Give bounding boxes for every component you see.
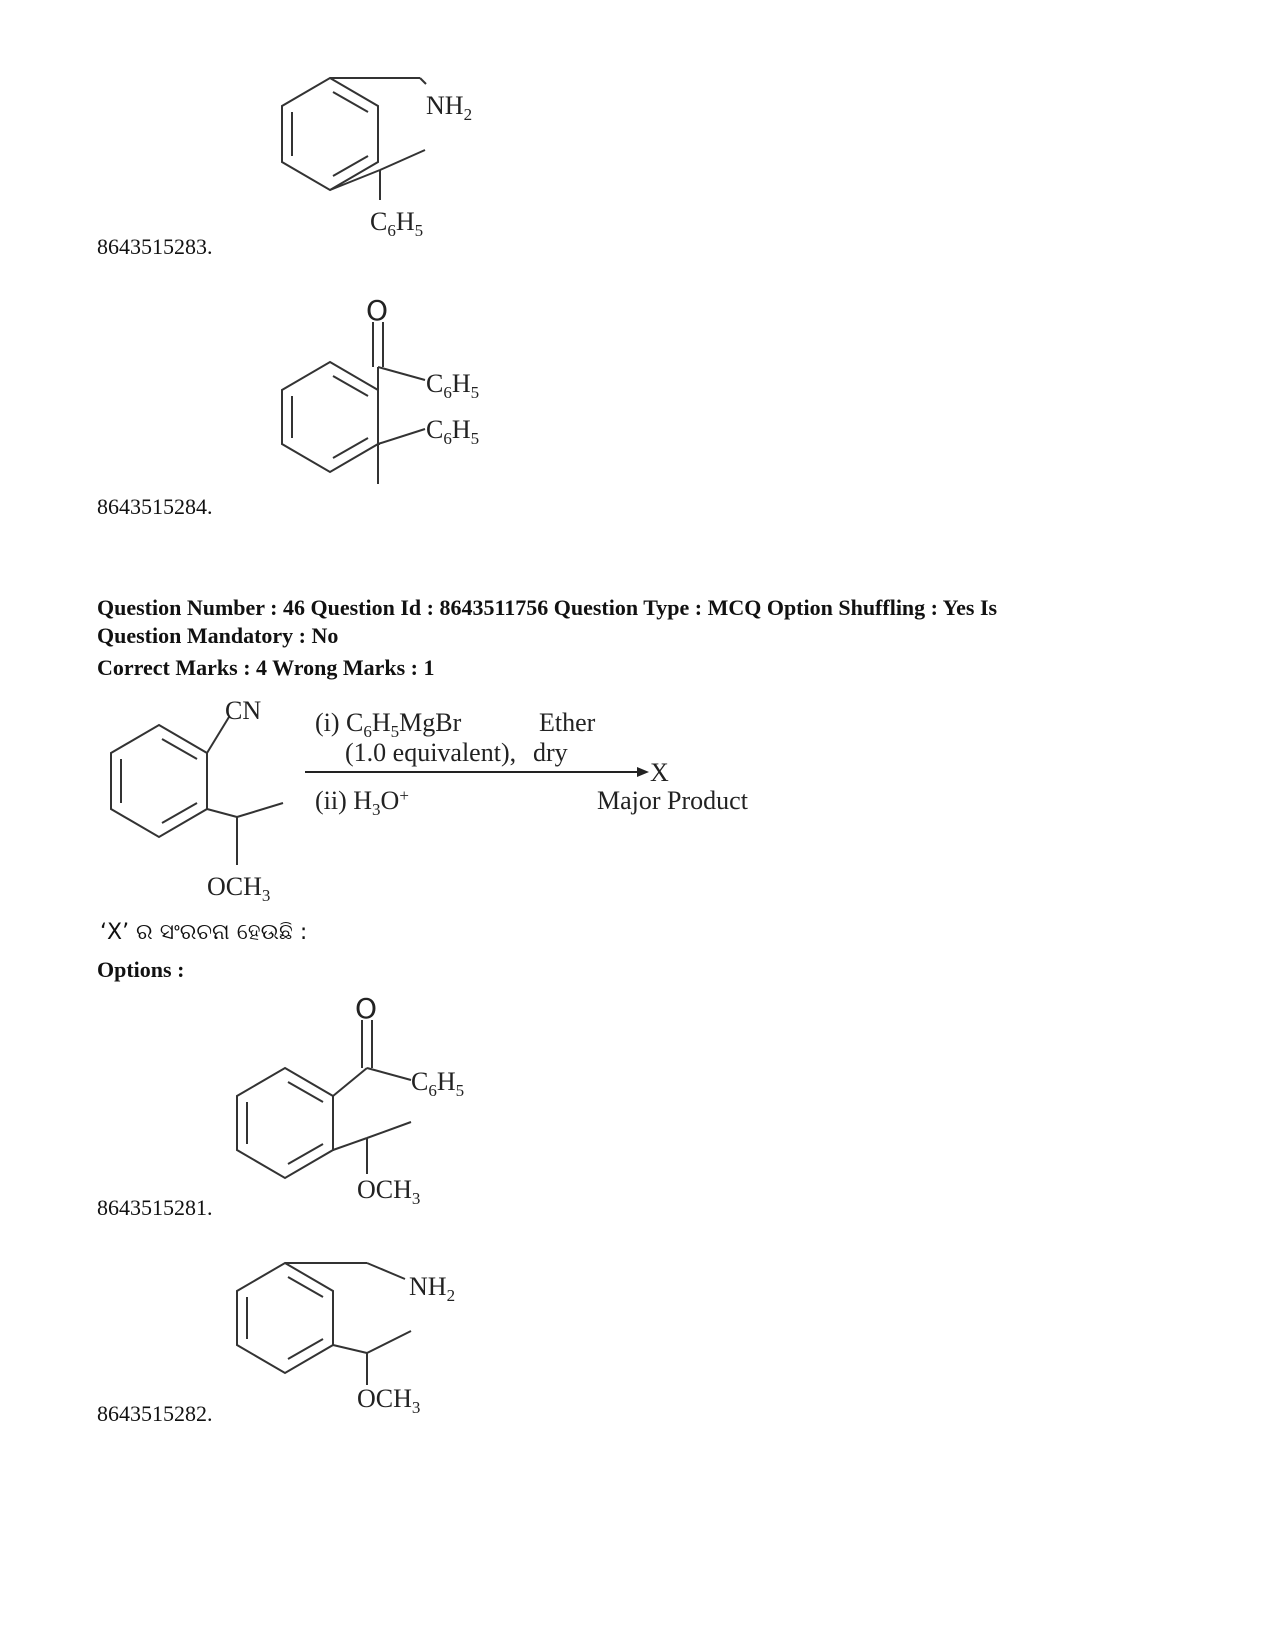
nitrile-label: CN — [225, 696, 262, 725]
reaction-arrow — [305, 767, 649, 777]
structure-option-8643515283 — [230, 70, 530, 250]
question-meta-line: Question Mandatory : No — [97, 623, 339, 648]
methoxy-label: $OCH_3$ — [357, 1384, 421, 1417]
phenyl-label: $C_6H_5$ — [411, 1067, 465, 1100]
question-header — [97, 594, 1197, 682]
oxygen-label: O — [366, 294, 389, 327]
question-text: ‘X’ ର ସଂରଚନା ହେଉଛି : — [100, 920, 308, 945]
methoxy-label: $OCH_3$ — [357, 1175, 421, 1208]
benzene-ring — [237, 1263, 333, 1373]
structure-option-8643515282 — [215, 1255, 515, 1435]
options-label: Options : — [97, 957, 185, 982]
option-id: 8643515284. — [97, 494, 213, 519]
structure-option-8643515281 — [215, 990, 515, 1210]
equivalent-label: (1.0 equivalent), — [345, 738, 517, 767]
reagent-step-1: (i) $C_6H_5MgBr$ — [315, 708, 462, 741]
solvent-ether: Ether — [539, 708, 596, 737]
phenyl-label: $C_6H_5$ — [426, 415, 480, 448]
benzene-ring — [282, 78, 378, 190]
option-id: 8643515281. — [97, 1195, 213, 1220]
structure-option-8643515284 — [230, 292, 530, 492]
nh2-label: $NH_2$ — [409, 1272, 456, 1305]
benzene-ring — [237, 1068, 333, 1178]
phenyl-label: $C_6H_5$ — [426, 369, 480, 402]
nh2-label: $NH_2$ — [426, 91, 473, 124]
product-x: X — [650, 758, 669, 787]
option-id: 8643515282. — [97, 1401, 213, 1426]
benzene-ring — [282, 362, 378, 472]
benzene-ring — [111, 725, 207, 837]
oxygen-label: O — [355, 992, 378, 1025]
option-id: 8643515283. — [97, 234, 213, 259]
reagent-step-2: (ii) $H_3O^+$ — [315, 786, 409, 819]
major-product-label: Major Product — [597, 786, 748, 815]
dry-label: dry — [533, 738, 568, 767]
question-meta-line: Question Number : 46 Question Id : 8643511756 Question Type : MCQ Option Shuffling : Yes Is — [97, 595, 998, 620]
phenyl-label: $C_6H_5$ — [370, 207, 424, 240]
reaction-scheme — [97, 695, 817, 910]
methoxy-label: $OCH_3$ — [207, 872, 271, 905]
reactant-structure — [111, 696, 283, 905]
question-marks-line: Correct Marks : 4 Wrong Marks : 1 — [97, 655, 435, 680]
